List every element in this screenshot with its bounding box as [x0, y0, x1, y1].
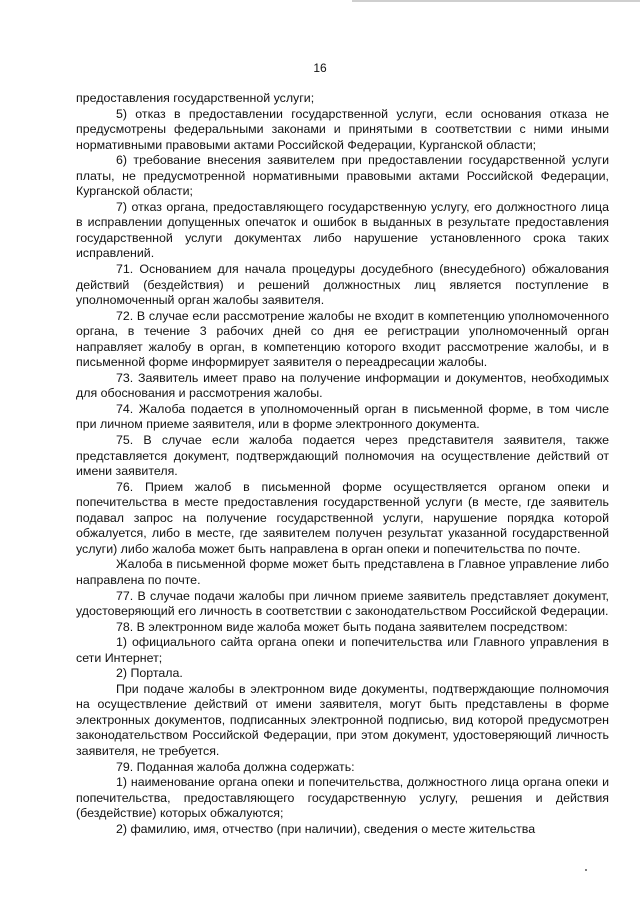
scan-speck [585, 869, 587, 871]
paragraph: 78. В электронном виде жалоба может быть подана заявителем посредством: [116, 619, 568, 634]
paragraph: 2) Портала. [116, 666, 183, 681]
paragraph: 6) требование внесения заявителем при предоставлении государственной услуги платы, не предусмотренной нормативными правовыми актами Российской Федерации, Курганской области; [76, 153, 609, 199]
paragraph: 1) наименование органа опеки и попечительства, должностного лица органа опеки и попечительства, предоставляющего государственную услугу, решения и действия (бездействие) которых обжалуются; [76, 775, 609, 821]
paragraph: При подаче жалобы в электронном виде документы, подтверждающие полномочия на осуществление действий от имени заявителя, могут быть представлены в форме электронных документов, подписанных электронной подписью, вид которой предусмотрен законодательством Российской Федерации, при этом документ, удостоверяющий личность заявителя, не требуется. [76, 681, 609, 758]
page-number: 16 [313, 61, 327, 75]
paragraph: предоставления государственной услуги; [76, 91, 315, 105]
paragraph: 72. В случае если рассмотрение жалобы не входит в компетенцию уполномоченного органа, в течение 3 рабочих дней со дня ее регистрации уполномоченный орган направляет жалобу в орган, в компетенцию которого входит рассмотрение жалобы, и в письменной форме информирует заявителя о переадресации жалобы. [76, 308, 609, 370]
paragraph: 79. Поданная жалоба должна содержать: [116, 759, 355, 774]
paragraph: 76. Прием жалоб в письменной форме осуществляется органом опеки и попечительства в месте предоставления государственной услуги (в месте, где заявитель подавал запрос на получение государственной услуги, нарушение порядка которой обжалуется, либо в месте, где заявителем получен результат указанной государственной услуги) либо жалоба может быть направлена в орган опеки и попечительства по почте. [76, 479, 609, 556]
scan-edge-line [352, 0, 640, 2]
paragraph: 1) официального сайта органа опеки и попечительства или Главного управления в сети Интернет; [76, 635, 609, 665]
paragraph: 77. В случае подачи жалобы при личном приеме заявитель представляет документ, удостоверяющий его личность в соответствии с законодательством Российской Федерации. [76, 588, 609, 619]
paragraph: 73. Заявитель имеет право на получение информации и документов, необходимых для обоснования и рассмотрения жалобы. [76, 370, 609, 401]
document-body [76, 91, 609, 837]
paragraph: 2) фамилию, имя, отчество (при наличии), сведения о месте жительства [116, 821, 536, 836]
paragraph: 74. Жалоба подается в уполномоченный орган в письменной форме, в том числе при личном приеме заявителя, или в форме электронного документа. [76, 401, 609, 432]
paragraph: Жалоба в письменной форме может быть представлена в Главное управление либо направлена по почте. [76, 557, 609, 587]
paragraph: 75. В случае если жалоба подается через представителя заявителя, также представляется документ, подтверждающий полномочия на осуществление действий от имени заявителя. [76, 433, 609, 479]
paragraph: 71. Основанием для начала процедуры досудебного (внесудебного) обжалования действий (бездействия) и решений должностных лиц является поступление в уполномоченный орган жалобы заявителя. [76, 262, 609, 308]
paragraph: 7) отказ органа, предоставляющего государственную услугу, его должностного лица в исправлении допущенных опечаток и ошибок в выданных в результате предоставления государственной услуги документах либо нарушение установленного срока таких исправлений. [76, 199, 609, 261]
paragraph: 5) отказ в предоставлении государственной услуги, если основания отказа не предусмотрены федеральными законами и принятыми в соответствии с ними иными нормативными правовыми актами Российской Федерации, Курганской области; [76, 106, 609, 152]
